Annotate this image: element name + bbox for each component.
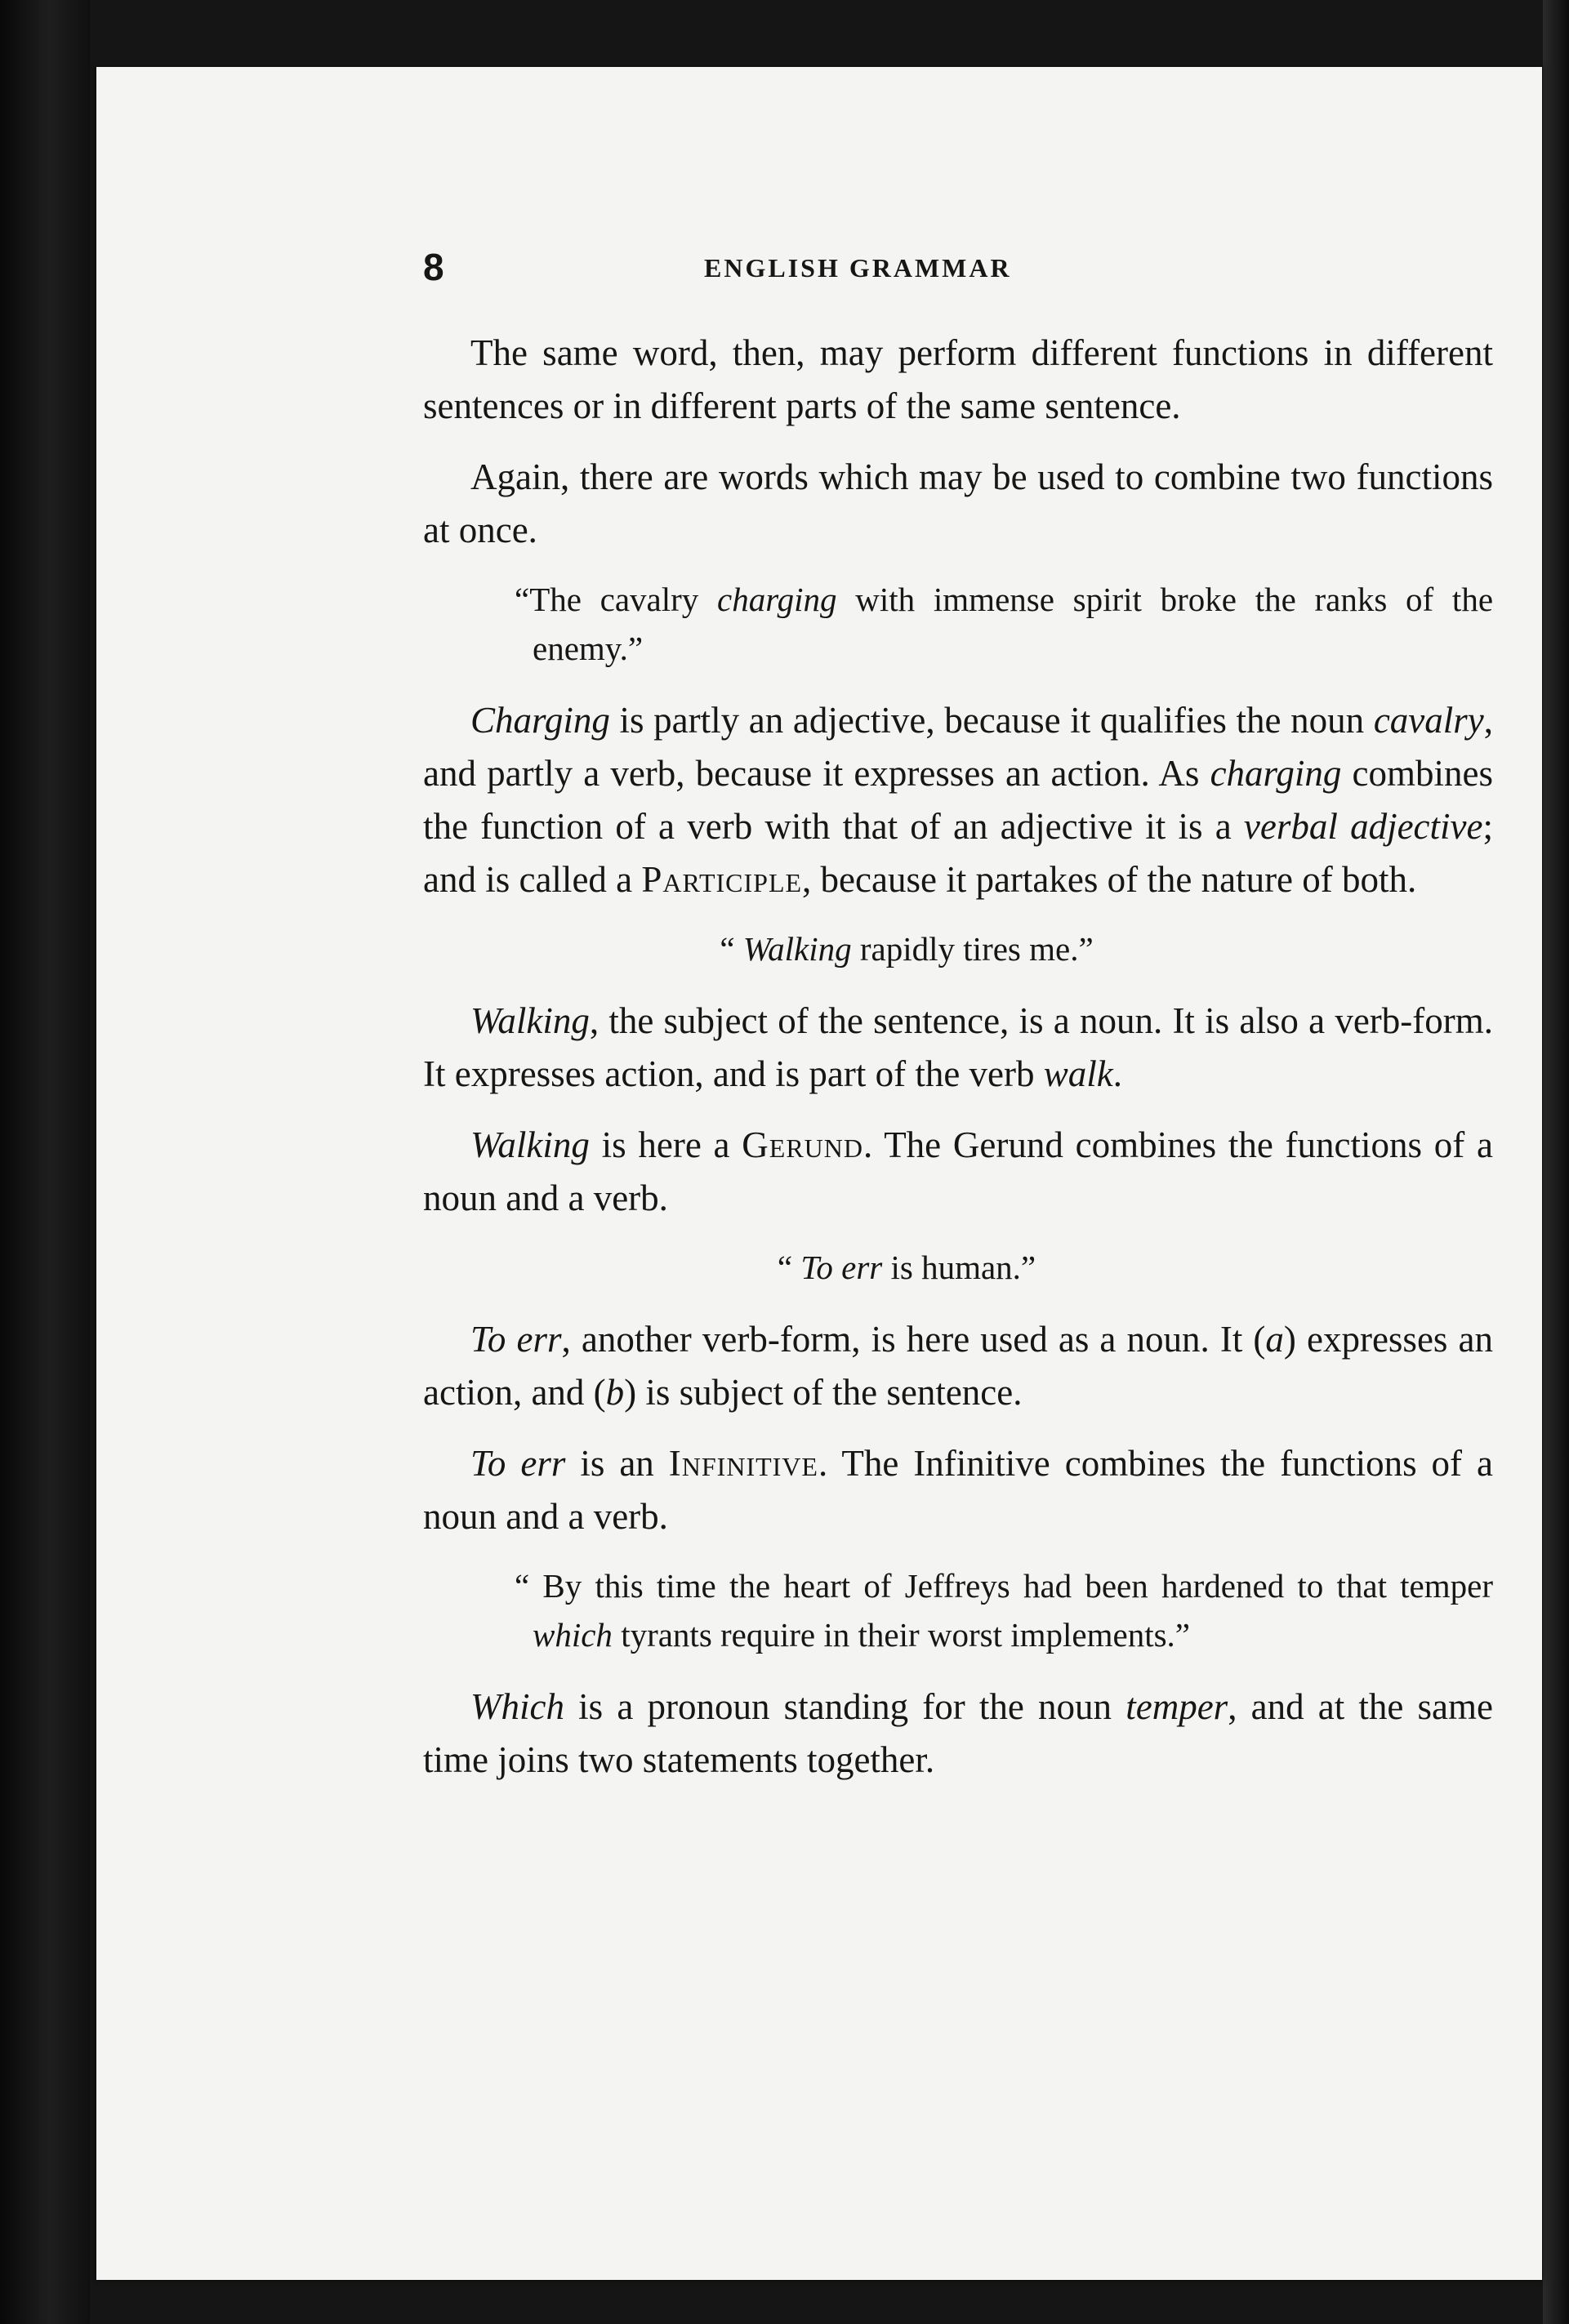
quote-jeffreys bbox=[464, 1561, 1493, 1659]
paragraph-which-pronoun bbox=[423, 1681, 1493, 1787]
paragraph-text: is here a bbox=[589, 1124, 742, 1165]
page-content bbox=[320, 245, 1501, 1805]
quote-text: “ bbox=[720, 930, 743, 968]
paragraph-text: combines the function of a verb with that of an adjective it is a bbox=[423, 753, 1493, 847]
paragraph-two-functions: Again, there are words which may be used to combine two functions at once. bbox=[423, 456, 1493, 550]
term-emphasis: cavalry bbox=[1373, 700, 1484, 741]
grammar-term: Participle bbox=[641, 859, 803, 900]
quote-to-err bbox=[320, 1243, 1493, 1292]
quote-cavalry bbox=[464, 575, 1493, 673]
scan-border-right bbox=[1543, 0, 1569, 2324]
paragraph-text: ) expresses an action, and ( bbox=[423, 1319, 1493, 1413]
term-emphasis: To err bbox=[470, 1443, 566, 1484]
term-emphasis: charging bbox=[1210, 753, 1342, 794]
paragraph-text: , and partly a verb, because it expresses an action. As bbox=[423, 700, 1493, 794]
paragraph-participle bbox=[423, 694, 1493, 906]
scan-border-left bbox=[0, 0, 90, 2324]
paragraph-same-word: The same word, then, may perform different functions in different sentences or in different parts of the same sentence. bbox=[423, 332, 1493, 426]
term-emphasis: Walking bbox=[470, 1124, 590, 1165]
paragraph-infinitive bbox=[423, 1437, 1493, 1543]
quote-text: is human.” bbox=[882, 1249, 1036, 1286]
paragraph-to-err-noun bbox=[423, 1313, 1493, 1419]
paragraph-walking-noun bbox=[423, 995, 1493, 1101]
paragraph-text: is an bbox=[565, 1443, 669, 1484]
term-emphasis: Walking bbox=[470, 1000, 590, 1041]
quote-text: “The cavalry bbox=[515, 581, 718, 618]
term-emphasis: b bbox=[605, 1372, 625, 1413]
term-emphasis: a bbox=[1265, 1319, 1284, 1360]
paragraph-text: , the subject of the sentence, is a noun. It is also a verb-form. It expresses action, and is part of the verb bbox=[423, 1000, 1493, 1094]
paragraph-text: , and at the same time joins two statements together. bbox=[423, 1686, 1493, 1780]
term-emphasis: temper bbox=[1125, 1686, 1228, 1727]
page-number: 8 bbox=[423, 246, 444, 288]
quote-emphasis: Walking bbox=[742, 930, 852, 968]
paragraph-gerund bbox=[423, 1119, 1493, 1225]
quote-text: rapidly tires me.” bbox=[851, 930, 1094, 968]
quote-walking bbox=[320, 924, 1493, 973]
paragraph-text: ; and is called a bbox=[423, 806, 1493, 900]
term-emphasis: Which bbox=[470, 1686, 564, 1727]
running-title: ENGLISH GRAMMAR bbox=[704, 253, 1012, 283]
paragraph-text: , another verb-form, is here used as a noun. It ( bbox=[561, 1319, 1266, 1360]
paragraph-text: is partly an adjective, because it qualifies the noun bbox=[609, 700, 1374, 741]
paragraph-text: , because it partakes of the nature of both. bbox=[802, 859, 1417, 900]
quote-emphasis: To err bbox=[800, 1249, 883, 1286]
quote-emphasis: charging bbox=[717, 581, 837, 618]
term-emphasis: verbal adjective bbox=[1243, 806, 1483, 847]
term-emphasis: walk bbox=[1043, 1053, 1113, 1094]
paragraph-text: is a pronoun standing for the noun bbox=[564, 1686, 1126, 1727]
paragraph-text: . bbox=[1112, 1053, 1122, 1094]
paragraph-text: . The Gerund combines the functions of a noun and a verb. bbox=[423, 1124, 1493, 1218]
quote-text: tyrants require in their worst implements.” bbox=[612, 1616, 1191, 1654]
quote-text: “ bbox=[777, 1249, 801, 1286]
running-head bbox=[320, 245, 1501, 294]
term-emphasis: Charging bbox=[470, 700, 610, 741]
quote-emphasis: which bbox=[533, 1616, 613, 1654]
paragraph-text: ) is subject of the sentence. bbox=[624, 1372, 1023, 1413]
grammar-term: Infinitive bbox=[668, 1443, 818, 1484]
quote-text: “ By this time the heart of Jeffreys had been hardened to that temper bbox=[515, 1567, 1493, 1605]
quote-text: with immense spirit broke the ranks of the enemy.” bbox=[533, 581, 1494, 667]
term-emphasis: To err bbox=[470, 1319, 562, 1360]
paragraph-text: . The Infinitive combines the functions of a noun and a verb. bbox=[423, 1443, 1493, 1537]
grammar-term: Gerund bbox=[742, 1124, 863, 1165]
